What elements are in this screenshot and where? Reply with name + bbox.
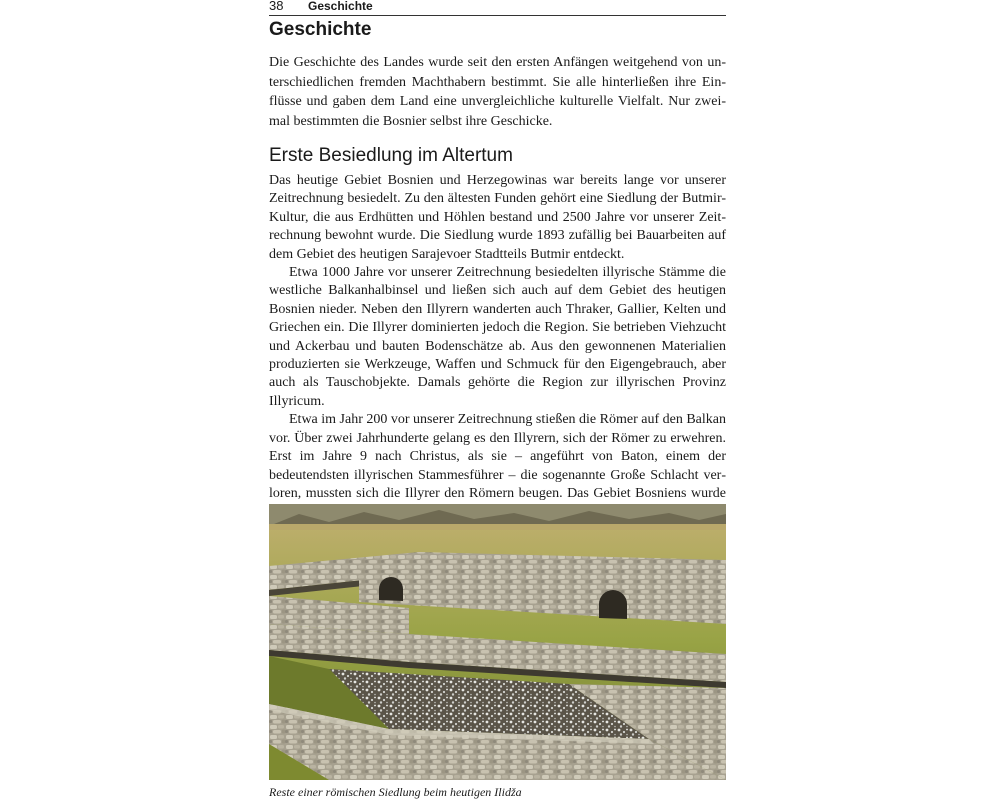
page-number: 38 bbox=[269, 0, 284, 13]
arch-opening-right bbox=[599, 590, 627, 619]
section-title: Erste Besiedlung im Altertum bbox=[269, 145, 513, 166]
arch-opening-left bbox=[379, 577, 403, 601]
roman-ruins-photo bbox=[269, 504, 726, 780]
body-paragraph-2: Etwa 1000 Jahre vor unserer Zeitrechnung besiedelten illyrische Stämme die westliche Balkanhalbinsel und ließen sich auch auf dem Gebiet des heutigen Bosnien nieder. Neben den Illyrern wanderten auch Thraker, Gallier, Kelten und Griechen ein. Die Illyrer dominierten jedoch die Region. Sie betrieben Viehzucht und Ackerbau und bauten Bodenschätze ab. Aus den gewonnenen Materialien produzierten sie Werkzeuge, Waffen und Schmuck für den Eigengebrauch, aber auch als Tauschobjekte. Damals gehörte die Region zur illyrischen Provinz Illyricum. bbox=[269, 265, 726, 409]
intro-paragraph: Die Geschichte des Landes wurde seit den ersten Anfängen weitgehend von unterschiedlichen fremden Machthabern bestimmt. Sie alle hinterließen ihre Einflüsse und gaben dem Land eine unvergleichliche kulturelle Vielfalt. Nur zweimal bestimmten die Bosnier selbst ihre Geschicke. bbox=[269, 55, 726, 129]
photo-caption: Reste einer römischen Siedlung beim heutigen Ilidža bbox=[269, 785, 522, 799]
running-head bbox=[269, 0, 726, 16]
body-paragraph-3: Etwa im Jahr 200 vor unserer Zeitrechnung stießen die Römer auf den Balkan vor. Über zwei Jahrhunderte gelang es den Illyrern, sich der Römer zu erwehren. Erst im Jahre 9 nach Christus, als sie – angeführt von Baton, einem der bedeutendsten illyrischen Stammesführer – die sogenannte Große Schlacht verloren, mussten sich die Illyrer den Römern beugen. Das Gebiet Bosniens wurde bbox=[269, 412, 726, 501]
chapter-title: Geschichte bbox=[269, 19, 372, 40]
running-title: Geschichte bbox=[308, 0, 373, 13]
body-paragraph-1: Das heutige Gebiet Bosnien und Herzegowinas war bereits lange vor unserer Zeitrechnung besiedelt. Zu den ältesten Funden gehört eine Siedlung der Butmir-Kultur, die aus Erdhütten und Höhlen bestand und 2500 Jahre vor unserer Zeitrechnung bewohnt wurde. Die Siedlung wurde 1893 zufällig bei Bauarbeiten auf dem Gebiet des heutigen Sarajevoer Stadtteils Butmir entdeckt. bbox=[269, 173, 726, 262]
section-body bbox=[269, 172, 726, 522]
